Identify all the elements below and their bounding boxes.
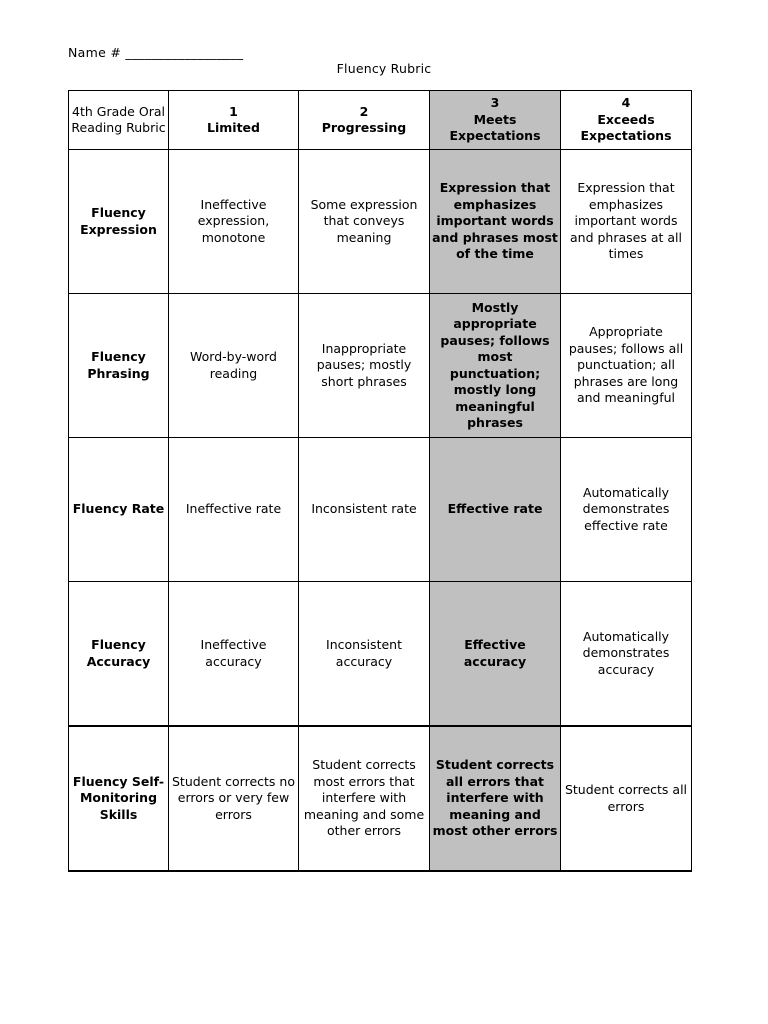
rubric-cell: Inconsistent accuracy: [299, 582, 430, 727]
criterion-label: Fluency Phrasing: [69, 294, 169, 438]
name-field: Name # __________________: [68, 45, 244, 60]
rubric-cell: Expression that emphasizes important words and phrases at all times: [561, 150, 692, 294]
rubric-cell: Student corrects most errors that interfere with meaning and some other errors: [299, 726, 430, 871]
level-number: 4: [621, 95, 631, 111]
level-number: 1: [229, 103, 238, 119]
criterion-label: Fluency Accuracy: [69, 582, 169, 727]
level-header-2: [299, 91, 430, 150]
level-number: 2: [359, 103, 369, 119]
rubric-cell: Automatically demonstrates accuracy: [561, 582, 692, 727]
level-name: Exceeds Expectations: [580, 111, 672, 144]
rubric-row-expression: [69, 150, 692, 294]
level-header-3: [430, 91, 561, 150]
rubric-corner-label: 4th Grade Oral Reading Rubric: [69, 91, 169, 150]
rubric-cell: Student corrects no errors or very few errors: [169, 726, 299, 871]
level-name: Progressing: [321, 120, 407, 135]
rubric-cell: Word-by-word reading: [169, 294, 299, 438]
rubric-cell: Automatically demonstrates effective rate: [561, 438, 692, 582]
rubric-cell-meets: Effective rate: [430, 438, 561, 582]
rubric-header-row: [69, 91, 692, 150]
document-title: Fluency Rubric: [336, 61, 432, 76]
rubric-table: [68, 90, 692, 872]
rubric-cell: Student corrects all errors: [561, 726, 692, 871]
rubric-cell: Appropriate pauses; follows all punctuation; all phrases are long and meaningful: [561, 294, 692, 438]
level-number: 3: [490, 95, 500, 111]
level-name: Meets Expectations: [449, 111, 541, 144]
rubric-cell-meets: Mostly appropriate pauses; follows most punctuation; mostly long meaningful phrases: [430, 294, 561, 438]
rubric-cell-meets: Expression that emphasizes important words and phrases most of the time: [430, 150, 561, 294]
criterion-label: Fluency Self-Monitoring Skills: [69, 726, 169, 871]
level-name: Limited: [207, 120, 260, 135]
rubric-row-self-monitoring: [69, 726, 692, 871]
rubric-cell: Inconsistent rate: [299, 438, 430, 582]
rubric-cell: Inappropriate pauses; mostly short phrases: [299, 294, 430, 438]
rubric-cell: Ineffective rate: [169, 438, 299, 582]
rubric-cell: Some expression that conveys meaning: [299, 150, 430, 294]
rubric-row-accuracy: [69, 582, 692, 727]
rubric-row-rate: [69, 438, 692, 582]
rubric-row-phrasing: [69, 294, 692, 438]
rubric-cell-meets: Student corrects all errors that interfere with meaning and most other errors: [430, 726, 561, 871]
rubric-cell: Ineffective expression, monotone: [169, 150, 299, 294]
rubric-cell-meets: Effective accuracy: [430, 582, 561, 727]
rubric-cell: Ineffective accuracy: [169, 582, 299, 727]
level-header-1: [169, 91, 299, 150]
criterion-label: Fluency Rate: [69, 438, 169, 582]
criterion-label: Fluency Expression: [69, 150, 169, 294]
level-header-4: [561, 91, 692, 150]
